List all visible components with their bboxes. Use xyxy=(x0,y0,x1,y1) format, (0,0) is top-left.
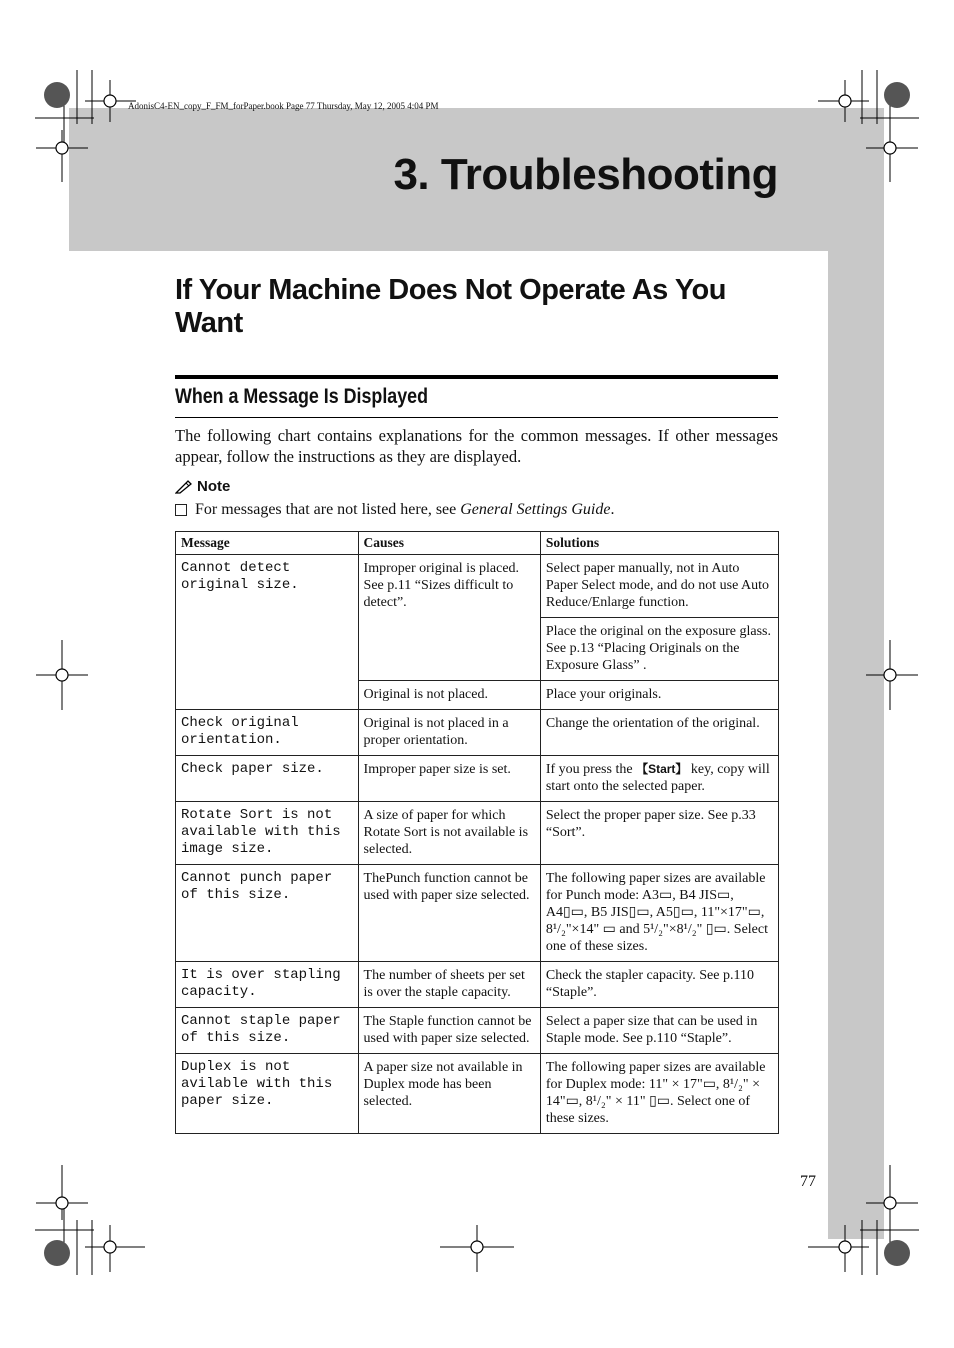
note-label: Note xyxy=(197,478,231,495)
solution-cell: Select a paper size that can be used in Staple mode. See p.110 “Staple”. xyxy=(540,1008,778,1054)
divider xyxy=(175,375,778,379)
table-row xyxy=(176,1008,779,1054)
note-item xyxy=(175,501,614,519)
message-cell: Cannot detect original size. xyxy=(176,555,359,710)
solution-cell: Check the stapler capacity. See p.110 “Staple”. xyxy=(540,962,778,1008)
cause-cell: The Staple function cannot be used with paper size selected. xyxy=(358,1008,540,1054)
section-title: If Your Machine Does Not Operate As You Want xyxy=(175,274,726,339)
solution-cell: Select the proper paper size. See p.33 “Sort”. xyxy=(540,802,778,865)
table-row xyxy=(176,555,779,618)
note-reference: General Settings Guide xyxy=(460,501,611,518)
solution-cell: Place the original on the exposure glass. See p.13 “Placing Originals on the Exposure Glass” . xyxy=(540,618,778,681)
table-row xyxy=(176,756,779,802)
cause-cell: Improper original is placed. See p.11 “Sizes difficult to detect”. xyxy=(358,555,540,681)
cause-cell: The number of sheets per set is over the staple capacity. xyxy=(358,962,540,1008)
book-header-meta: AdonisC4-EN_copy_F_FM_forPaper.book Page 77 Thursday, May 12, 2005 4:04 PM xyxy=(128,101,439,111)
pencil-icon xyxy=(175,480,193,494)
table-header-row xyxy=(176,532,779,555)
start-key-label: 【Start】 xyxy=(636,762,688,776)
message-cell: Cannot staple paper of this size. xyxy=(176,1008,359,1054)
column-header-solutions: Solutions xyxy=(540,532,778,555)
message-cell: Duplex is not avilable with this paper size. xyxy=(176,1054,359,1134)
solution-cell: The following paper sizes are available for Punch mode: A3▭, B4 JIS▭, A4▯▭, B5 JIS▯▭, A5▯▭, 11"×17"▭, 8¹/₂"×14" ▭ and 5¹/₂"×8¹/₂" ▯▭. Select one of these sizes. xyxy=(540,865,778,962)
intro-paragraph: The following chart contains explanations for the common messages. If other messages appear, follow the instructions as they are displayed. xyxy=(175,426,778,466)
message-cell: Check original orientation. xyxy=(176,710,359,756)
message-cell: It is over stapling capacity. xyxy=(176,962,359,1008)
note-text-suffix: . xyxy=(610,501,615,518)
note-text-prefix: For messages that are not listed here, see xyxy=(195,501,461,518)
solution-cell: Select paper manually, not in Auto Paper Select mode, and do not use Auto Reduce/Enlarge function. xyxy=(540,555,778,618)
cause-cell: A paper size not available in Duplex mode has been selected. xyxy=(358,1054,540,1134)
cause-cell: Original is not placed. xyxy=(358,681,540,710)
cause-cell: A size of paper for which Rotate Sort is not available is selected. xyxy=(358,802,540,865)
note-text xyxy=(195,501,614,519)
message-table xyxy=(175,531,779,1134)
note-heading xyxy=(175,478,230,495)
table-row xyxy=(176,1054,779,1134)
solution-cell: Place your originals. xyxy=(540,681,778,710)
page-number: 77 xyxy=(800,1173,816,1190)
solution-cell xyxy=(540,756,778,802)
cause-cell: Original is not placed in a proper orientation. xyxy=(358,710,540,756)
chapter-title: 3. Troubleshooting xyxy=(393,150,778,199)
checkbox-icon xyxy=(175,504,187,516)
solution-cell: The following paper sizes are available for Duplex mode: 11" × 17"▭, 8¹/₂" × 14"▭, 8¹/₂" × 11" ▯▭. Select one of these sizes. xyxy=(540,1054,778,1134)
message-cell: Cannot punch paper of this size. xyxy=(176,865,359,962)
solution-text: If you press the xyxy=(545,762,637,777)
divider xyxy=(175,417,778,418)
table-row xyxy=(176,865,779,962)
table-row xyxy=(176,710,779,756)
message-cell: Check paper size. xyxy=(176,756,359,802)
table-row xyxy=(176,802,779,865)
column-header-causes: Causes xyxy=(358,532,540,555)
solution-text: key, copy will start onto the selected paper. xyxy=(545,762,770,794)
column-header-message: Message xyxy=(176,532,359,555)
message-cell: Rotate Sort is not available with this image size. xyxy=(176,802,359,865)
cause-cell: Improper paper size is set. xyxy=(358,756,540,802)
table-row xyxy=(176,962,779,1008)
subsection-title: When a Message Is Displayed xyxy=(175,385,428,408)
solution-cell: Change the orientation of the original. xyxy=(540,710,778,756)
cause-cell: ThePunch function cannot be used with paper size selected. xyxy=(358,865,540,962)
